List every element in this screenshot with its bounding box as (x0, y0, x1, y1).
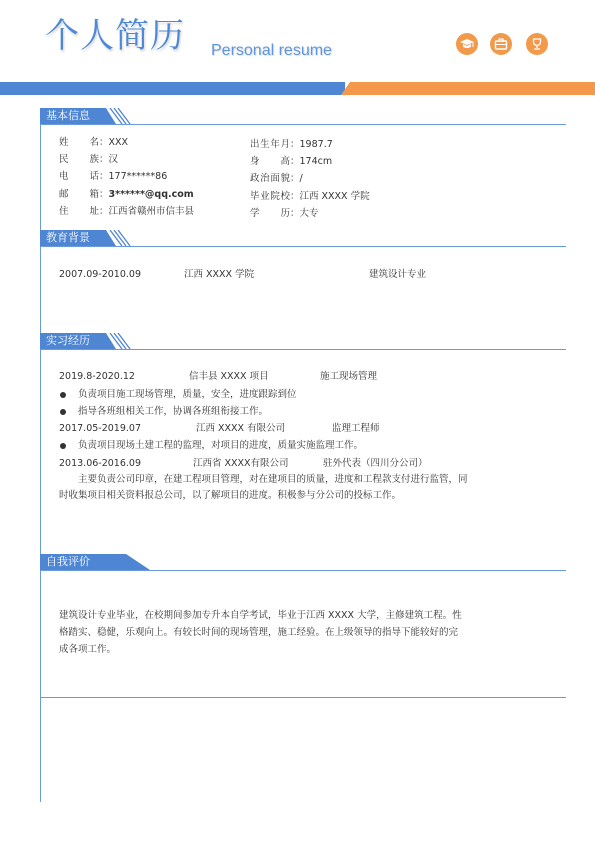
divider (40, 570, 566, 571)
divider (40, 124, 566, 125)
header-bar-blue (0, 82, 345, 95)
info-degree: 学历：大专 (250, 208, 319, 219)
bullet-dot (60, 443, 66, 449)
self-eval-line: 格踏实、稳健，乐观向上。有较长时间的现场管理，施工经验。在上级领导的指导下能较好的完 (59, 627, 459, 638)
job-period: 2013.06-2016.09 (59, 458, 141, 469)
briefcase-icon (490, 33, 512, 55)
section-title: 教育背景 (46, 231, 90, 244)
job-org: 江西 XXXX 有限公司 (196, 423, 286, 434)
section-title: 实习经历 (46, 334, 90, 347)
job-role: 施工现场管理 (320, 371, 378, 382)
info-school: 毕业院校：江西 XXXX 学院 (250, 191, 370, 202)
job-period: 2017.05-2019.07 (59, 423, 141, 434)
info-name: 姓名：XXX (59, 137, 129, 148)
edu-major: 建筑设计专业 (369, 269, 427, 280)
job-org: 信丰县 XXXX 项目 (189, 371, 269, 382)
divider (40, 246, 566, 247)
info-phone: 电话：177******86 (59, 171, 168, 182)
graduation-cap-icon (456, 33, 478, 55)
job-role: 监理工程师 (332, 423, 380, 434)
job-org: 江西省 XXXX有限公司 (193, 458, 289, 469)
bullet-dot (60, 392, 66, 398)
job-bullet: 负责项目现场土建工程的监理，对项目的进度，质量实施监理工作。 (78, 440, 364, 451)
header-bar-orange (341, 82, 595, 95)
job-bullet: 指导各班组相关工作，协调各班组衔接工作。 (78, 406, 269, 417)
job-desc-line: 时收集项目相关资料报总公司，以了解项目的进度。积极参与分公司的投标工作。 (59, 490, 402, 501)
divider (40, 349, 566, 350)
resume-title-english: Personal resume (211, 42, 332, 59)
section-title: 基本信息 (46, 109, 90, 122)
trophy-icon (526, 33, 548, 55)
self-eval-line: 建筑设计专业毕业，在校期间参加专升本自学考试，毕业于江西 XXXX 大学，主修建筑工程。性 (59, 610, 462, 621)
info-address: 住址：江西省赣州市信丰县 (59, 206, 195, 217)
info-political: 政治面貌：/ (250, 173, 303, 184)
bullet-dot (60, 409, 66, 415)
edu-school: 江西 XXXX 学院 (184, 269, 255, 280)
resume-title-chinese: 个人简历 (45, 16, 185, 56)
info-ethnicity: 民族：汉 (59, 154, 119, 165)
edu-period: 2007.09-2010.09 (59, 269, 141, 280)
info-email: 邮箱：3******@qq.com (59, 189, 194, 200)
job-desc-line: 主要负责公司印章，在建工程项目管理，对在建项目的质量，进度和工程款支付进行监管，同 (78, 474, 468, 485)
self-eval-line: 成各项工作。 (59, 644, 117, 655)
job-role: 驻外代表（四川分公司） (323, 458, 428, 469)
job-period: 2019.8-2020.12 (59, 371, 135, 382)
job-bullet: 负责项目施工现场管理，质量，安全，进度跟踪到位 (78, 389, 297, 400)
info-birth: 出生年月：1987.7 (250, 139, 333, 150)
info-height: 身高：174cm (250, 156, 333, 167)
section-title: 自我评价 (46, 555, 90, 568)
bottom-divider (40, 697, 566, 698)
